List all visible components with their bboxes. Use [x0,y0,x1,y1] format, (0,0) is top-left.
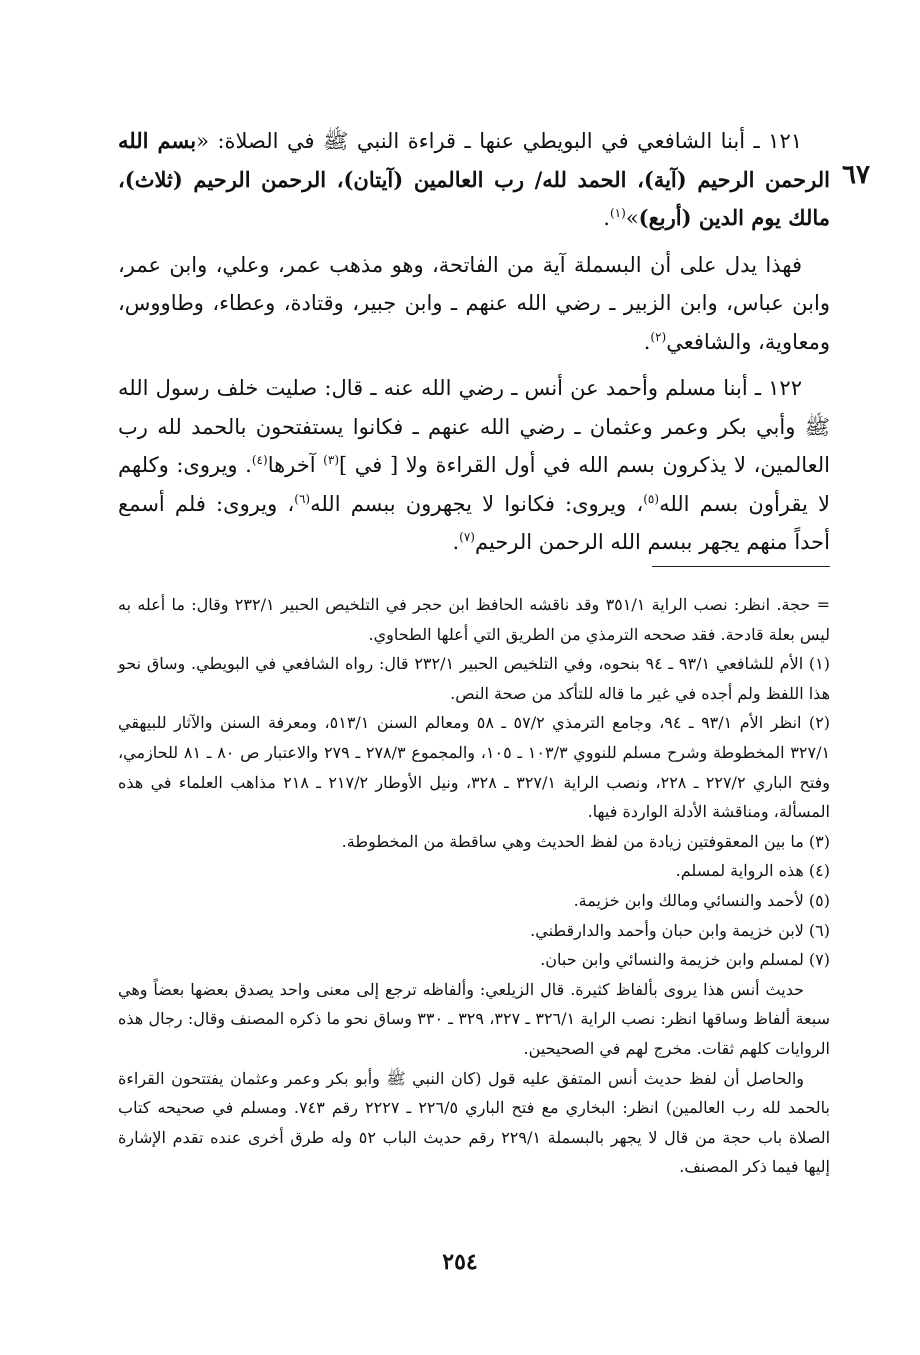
margin-page-marker: ٦٧ [842,160,870,190]
hadith-122-part2: آخرها [267,453,324,477]
footnote-7: (٧) لمسلم وابن خزيمة والنسائي وابن حبان. [540,950,830,970]
footnote-separator [652,566,830,567]
footnote-4: (٤) هذه الرواية لمسلم. [675,861,830,881]
footnote-ref-3[interactable]: (٣) [323,453,339,467]
paragraph-basmala-end: . [643,329,651,354]
footnote-3: (٣) ما بين المعقوفتين زيادة من لفظ الحديث وهي ساقطة من المخطوطة. [341,831,830,851]
footnote-5: (٥) لأحمد والنسائي ومالك وابن خزيمة. [573,890,830,910]
page-number: ٢٥٤ [442,1249,478,1275]
footnote-1: (١) الأم للشافعي ٩٣/١ ـ ٩٤ بنحوه، وفي التلخيص الحبير ٢٣٢/١ قال: رواه الشافعي في البويطي. وساق نحو هذا اللفظ ولم أجده في غير ما قاله للتأكد من صحة النص. [118,654,831,703]
footnote-ref-5[interactable]: (٥) [643,491,660,506]
paragraph-basmala-text: فهذا يدل على أن البسملة آية من الفاتحة، وهو مذهب عمر، وعلي، وابن عمر، وابن عباس، وابن الزبير ـ رضي الله عنهم ـ وابن جبير، وقتادة، وعطاء، وطاووس، ومعاوية، والشافعي [118,252,830,354]
footnote-continuation: = حجة. انظر: نصب الراية ٣٥١/١ وقد ناقشه الحافظ ابن حجر في التلخيص الحبير ٢٣٢/١ وقال: ما أعله به ليس بعلة قادحة. فقد صححه الترمذي من الطريق التي أعلها الطحاوي. [118,595,830,644]
footnote-6: (٦) لابن خزيمة وابن حبان وأحمد والدارقطني. [530,920,830,940]
hadith-121-end: . [603,206,610,230]
hadith-122-part5: ، ويروى: فلم أسمع أحداً منهم يجهر ببسم الله الرحمن الرحيم [118,491,830,554]
footnote-commentary-1: حديث أنس هذا يروى بألفاظ كثيرة. قال الزيلعي: وألفاظه ترجع إلى معنى واحد يصدق بعضها بعضاً وهي سبعة ألفاظ وساقها انظر: نصب الراية ٣٢٦/١ ـ ٣٢٧، ٣٢٩ ـ ٣٣٠ وساق نحو ما ذكره المصنف وقال: رجال هذه الروايات كلهم ثقات. مخرج لهم في الصحيحين. [118,979,830,1058]
footnote-ref-1[interactable]: (١) [609,206,626,220]
footnote-ref-4[interactable]: (٤) [251,453,268,467]
hadith-121-intro: ١٢١ ـ أبنا الشافعي في البويطي عنها ـ قراءة النبي ﷺ في الصلاة: « [196,129,803,153]
hadith-122-part4: ، ويروى: فكانوا لا يجهرون ببسم الله [310,491,644,516]
hadith-122-part3: . ويروى: وكلهم لا يقرأون بسم الله [118,453,831,516]
hadith-121-quote: بسم الله الرحمن الرحيم (آية)، الحمد لله/ رب العالمين (آيتان)، الرحمن الرحيم (ثلاث)، مالك يوم الدين (أربع) [118,128,830,230]
footnote-ref-6[interactable]: (٦) [294,491,311,506]
footnote-commentary-2: والحاصل أن لفظ حديث أنس المتفق عليه قول (كان النبي ﷺ وأبو بكر وعمر وعثمان يفتتحون القراءة بالحمد لله رب العالمين) انظر: البخاري مع فتح الباري ٢٢٦/٥ ـ ٢٢٢٧ رقم ٧٤٣. ومسلم في صحيحه كتاب الصلاة باب حجة من قال لا يجهر بالبسملة ٢٢٩/١ رقم حديث الباب ٥٢ وله طرق أخرى عنده تقدم الإشارة إليها فيما ذكر المصنف. [118,1068,831,1177]
hadith-121-close: » [625,206,639,230]
footnote-2: (٢) انظر الأم ٩٣/١ ـ ٩٤، وجامع الترمذي ٥٧/٢ ـ ٥٨ ومعالم السنن ٥١٣/١، ومعرفة السنن والآثار للبيهقي ٣٢٧/١ المخطوطة وشرح مسلم للنووي ١٠٣/٣ ـ ١٠٥، والمجموع ٢٧٨/٣ ـ ٢٧٩ والاعتبار ص ٨٠ ـ ٨١ للحازمي، وفتح الباري ٢٢٧/٢ ـ ٢٢٨، ونصب الراية ٣٢٧/١ ـ ٣٢٨، ونيل الأوطار ٢١٧/٢ ـ ٢١٨ مذاهب العلماء في هذه المسألة، ومناقشة الأدلة الواردة فيها. [118,713,831,822]
hadith-122-end: . [452,530,460,554]
hadith-122-part1: ١٢٢ ـ أبنا مسلم وأحمد عن أنس ـ رضي الله عنه ـ قال: صليت خلف رسول الله ﷺ وأبي بكر وعمر وعثمان ـ رضي الله عنهم ـ فكانوا يستفتحون بالحمد لله رب العالمين، لا يذكرون بسم الله في أول القراءة ولا [ في ] [118,376,830,477]
footnote-ref-2[interactable]: (٢) [650,329,667,344]
main-text [118,122,830,570]
footnotes [118,590,830,1182]
footnote-ref-7[interactable]: (٧) [459,530,475,544]
hadith-121 [118,122,830,238]
paragraph-basmala [118,246,830,362]
hadith-122 [118,369,830,562]
